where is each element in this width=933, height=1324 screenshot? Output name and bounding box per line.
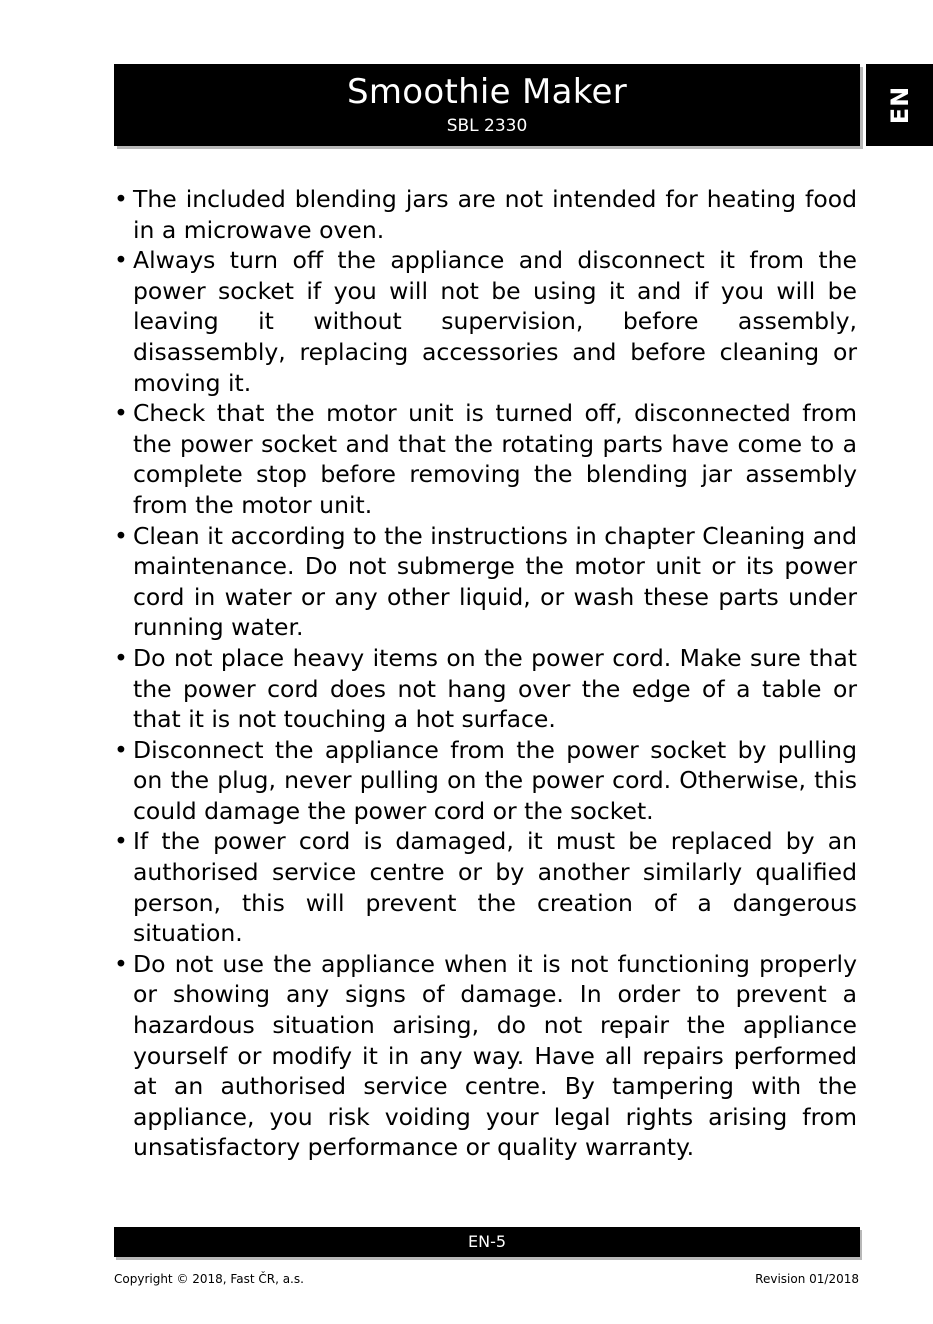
document-title: Smoothie Maker — [346, 72, 628, 112]
bullet-icon: • — [114, 246, 128, 275]
list-item-text: Check that the motor unit is turned off, disconnected from the power socket and that the rotating parts have come to a complete stop before removing the blending jar assembly from the motor unit. — [133, 399, 857, 519]
list-item — [114, 521, 857, 643]
model-number: SBL 2330 — [446, 116, 528, 136]
list-item-text: The included blending jars are not intended for heating food in a microwave oven. — [133, 185, 857, 244]
bullet-icon: • — [114, 399, 128, 428]
language-tab-label: EN — [885, 85, 914, 125]
list-item — [114, 949, 857, 1163]
bullet-icon: • — [114, 949, 128, 978]
list-item-text: Do not place heavy items on the power cord. Make sure that the power cord does not hang over the edge of a table or that it is not touching a hot surface. — [133, 643, 857, 734]
list-item-text: Disconnect the appliance from the power socket by pulling on the plug, never pulling on the power cord. Otherwise, this could damage the power cord or the socket. — [133, 735, 857, 825]
list-item-text: If the power cord is damaged, it must be replaced by an authorised service centre or by another similarly qualified person, this will prevent the creation of a dangerous situation. — [133, 827, 857, 948]
copyright-notice: Copyright © 2018, Fast ČR, a.s. — [114, 1272, 304, 1286]
safety-instructions-list — [114, 184, 857, 1163]
bullet-icon: • — [114, 521, 128, 550]
list-item — [114, 245, 857, 398]
bullet-icon: • — [114, 827, 128, 856]
list-item-text: Clean it according to the instructions in chapter Cleaning and maintenance. Do not submerge the motor unit or its power cord in water or any other liquid, or wash these parts under running water. — [133, 521, 857, 642]
language-tab — [866, 64, 933, 146]
revision-label: Revision 01/2018 — [755, 1272, 859, 1286]
list-item — [114, 398, 857, 520]
list-item-text: Do not use the appliance when it is not functioning properly or showing any signs of damage. In order to prevent a hazardous situation arising, do not repair the appliance yourself or modify it in any way. Have all repairs performed at an authorised service centre. By tampering with the appliance, you risk voiding your legal rights arising from unsatisfactory performance or quality warranty. — [133, 949, 857, 1162]
page-number-bar — [114, 1227, 860, 1257]
list-item-text: Always turn off the appliance and disconnect it from the power socket if you will not be using it and if you will be leaving it without supervision, before assembly, disassembly, replacing accessories and before cleaning or moving it. — [133, 246, 857, 397]
list-item — [114, 643, 857, 735]
list-item — [114, 735, 857, 827]
bullet-icon: • — [114, 185, 128, 213]
list-item — [114, 184, 857, 245]
bullet-icon: • — [114, 735, 128, 764]
header-banner — [114, 64, 860, 146]
page-number: EN-5 — [467, 1232, 507, 1251]
bullet-icon: • — [114, 643, 128, 672]
list-item — [114, 826, 857, 948]
